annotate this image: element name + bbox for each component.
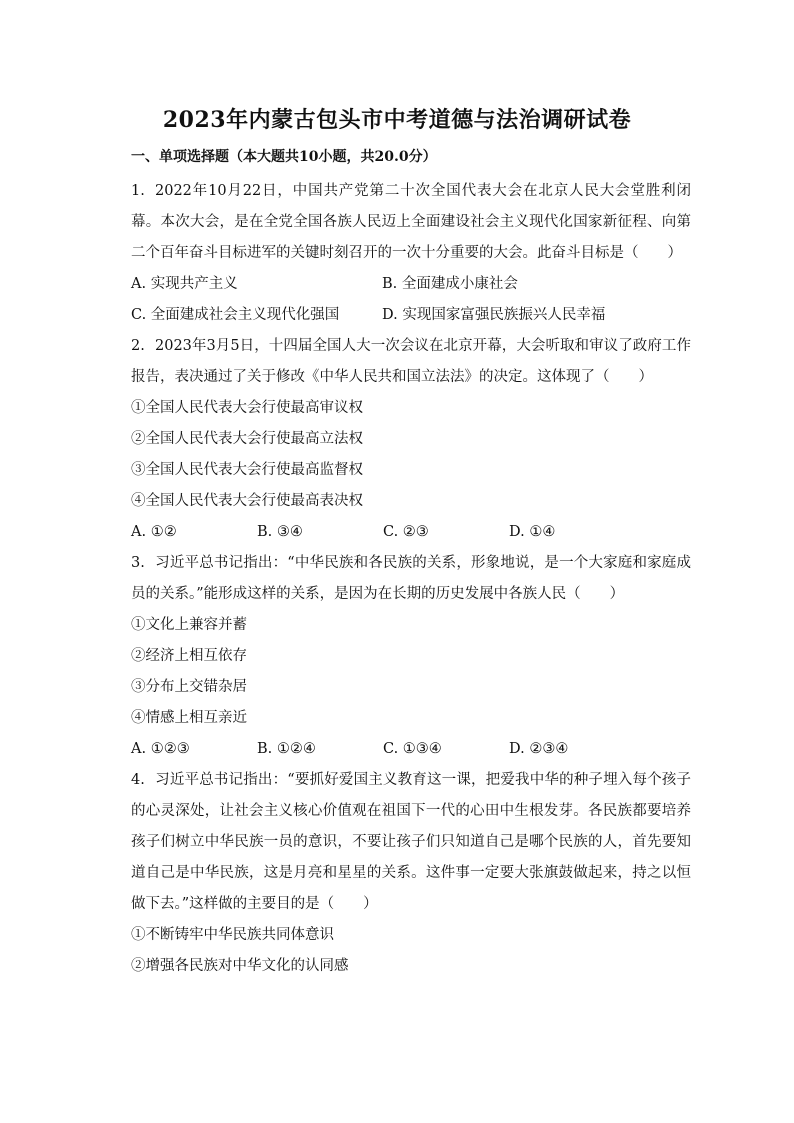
- question-1: [131, 176, 691, 269]
- section-heading: 一、单项选择题（本大题共10小题，共20.0分）: [131, 149, 437, 165]
- statement-item: ③分布上交错杂居: [131, 679, 247, 695]
- exam-title: 2023年内蒙古包头市中考道德与法治调研试卷: [162, 107, 632, 133]
- statement-item: ④情感上相互亲近: [131, 710, 247, 726]
- statement-item: ①全国人民代表大会行使最高审议权: [131, 400, 363, 416]
- statement-item: ①不断铸牢中华民族共同体意识: [131, 927, 334, 943]
- option-c[interactable]: C. ①③④: [383, 741, 442, 757]
- question-number: 3.: [131, 555, 145, 571]
- question-number: 1.: [131, 183, 145, 199]
- options-row: [131, 517, 691, 548]
- statement-item: ②经济上相互依存: [131, 648, 247, 664]
- statement-item: ①文化上兼容并蓄: [131, 617, 247, 633]
- question-number: 2.: [131, 338, 145, 354]
- option-b[interactable]: B. 全面建成小康社会: [382, 276, 518, 292]
- statement-item: ②增强各民族对中华文化的认同感: [131, 958, 349, 974]
- question-stem: 2022年10月22日，中国共产党第二十次全国代表大会在北京人民大会堂胜利闭幕。本次大会，是在全党全国各族人民迈上全面建设社会主义现代化国家新征程、向第二个百年奋斗目标进军的关键时刻召开的一次十分重要的大会。此奋斗目标是（ ）: [131, 183, 691, 261]
- option-b[interactable]: B. ③④: [257, 524, 303, 540]
- option-c[interactable]: C. ②③: [383, 524, 429, 540]
- question-stem: 习近平总书记指出：“要抓好爱国主义教育这一课，把爱我中华的种子埋入每个孩子的心灵深处，让社会主义核心价值观在祖国下一代的心田中生根发芽。各民族都要培养孩子们树立中华民族一员的意识，不要让孩子们只知道自己是哪个民族的人，首先要知道自己是中华民族，这是月亮和星星的关系。这件事一定要大张旗鼓做起来，持之以恒做下去。”这样做的主要目的是（ ）: [131, 772, 691, 912]
- question-number: 4.: [131, 772, 145, 788]
- option-c[interactable]: C. 全面建成社会主义现代化强国: [131, 307, 340, 323]
- option-d[interactable]: D. 实现国家富强民族振兴人民幸福: [382, 307, 606, 323]
- options-row: [131, 269, 691, 300]
- option-a[interactable]: A. 实现共产主义: [131, 276, 238, 292]
- options-row: [131, 300, 691, 331]
- option-a[interactable]: A. ①②: [131, 524, 177, 540]
- question-3: [131, 548, 691, 610]
- option-d[interactable]: D. ①④: [509, 524, 556, 540]
- question-4: [131, 765, 691, 920]
- statement-item: ②全国人民代表大会行使最高立法权: [131, 431, 363, 447]
- statement-item: ④全国人民代表大会行使最高表决权: [131, 493, 363, 509]
- option-a[interactable]: A. ①②③: [131, 741, 190, 757]
- options-row: [131, 734, 691, 765]
- question-stem: 习近平总书记指出：“中华民族和各民族的关系，形象地说，是一个大家庭和家庭成员的关系。”能形成这样的关系，是因为在长期的历史发展中各族人民（ ）: [131, 555, 691, 602]
- option-d[interactable]: D. ②③④: [509, 741, 569, 757]
- question-list: [131, 176, 691, 982]
- statement-item: ③全国人民代表大会行使最高监督权: [131, 462, 363, 478]
- option-b[interactable]: B. ①②④: [257, 741, 316, 757]
- question-stem: 2023年3月5日，十四届全国人大一次会议在北京开幕，大会听取和审议了政府工作报告，表决通过了关于修改《中华人民共和国立法法》的决定。这体现了（ ）: [131, 338, 691, 385]
- question-2: [131, 331, 691, 393]
